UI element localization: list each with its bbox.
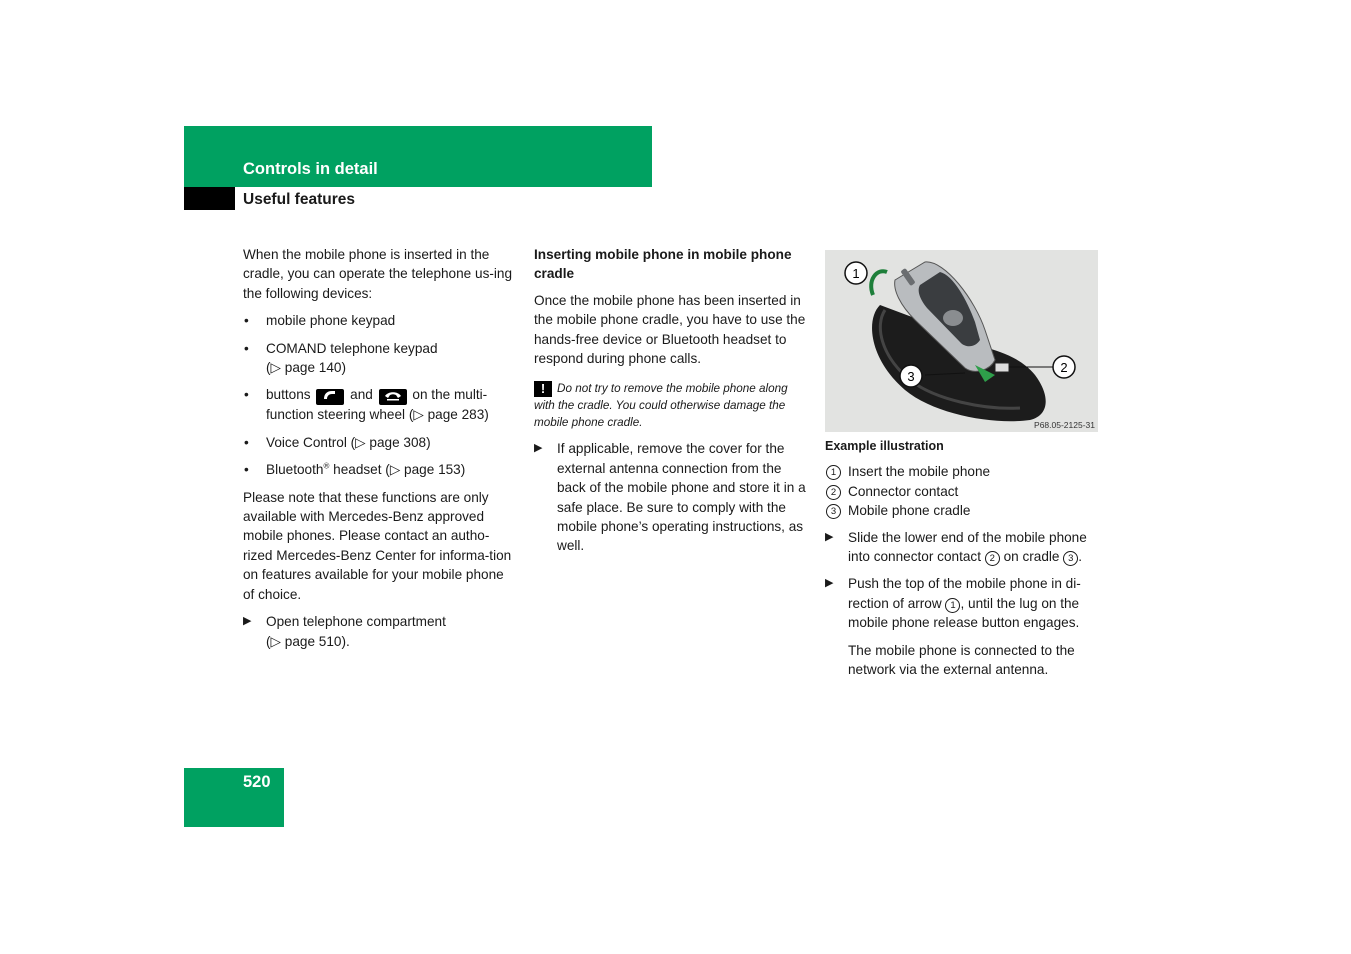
legend-text: Insert the mobile phone <box>848 464 991 480</box>
legend-item <box>825 501 1100 520</box>
triangle-right-icon: ▶ <box>825 577 834 590</box>
callout-number: 2 <box>826 485 841 500</box>
figure-legend <box>825 462 1100 520</box>
legend-item <box>825 482 1100 501</box>
instruction-step <box>825 574 1100 632</box>
callout-number: 3 <box>826 504 841 519</box>
callout-3: 3 <box>907 369 915 384</box>
subsection-heading: Inserting mobile phone in mobile phone cradle <box>534 247 792 282</box>
triangle-right-icon: ▶ <box>825 530 834 543</box>
instruction-step <box>825 528 1100 567</box>
column-middle <box>534 245 806 564</box>
legend-text: Connector contact <box>848 483 959 499</box>
phone-pickup-icon <box>316 389 344 405</box>
section-title: Controls in detail <box>243 160 378 178</box>
list-item <box>243 311 513 330</box>
callout-number: 1 <box>945 598 960 613</box>
callout-number: 3 <box>1063 551 1078 566</box>
list-item-text: Voice Control (▷ page 308) <box>266 434 431 450</box>
note-paragraph: Please note that these functions are only available with Mercedes-Benz approved mobile phones. Please contact an autho-rized Mercedes-Benz Center for informa-tion on features available for your mobile phone of choice. <box>243 489 512 602</box>
list-item-text: COMAND telephone keypad <box>266 340 438 356</box>
result-text: The mobile phone is connected to the network via the external antenna. <box>848 642 1075 678</box>
body-paragraph: Once the mobile phone has been inserted in the mobile phone cradle, you have to use the hands-free device or Bluetooth headset to respond during phone calls. <box>534 292 806 367</box>
triangle-right-icon: ▶ <box>243 615 252 628</box>
list-item-text: and <box>350 387 373 403</box>
page-number: 520 <box>243 773 271 791</box>
legend-text: Mobile phone cradle <box>848 503 971 519</box>
callout-number: 2 <box>985 551 1000 566</box>
triangle-right-icon: ▶ <box>534 442 543 455</box>
list-item-text: buttons <box>266 387 311 403</box>
column-left <box>243 245 513 659</box>
figure-caption: Example illustration <box>825 439 944 453</box>
callout-number: 1 <box>826 465 841 480</box>
figure-code: P68.05-2125-31 <box>1034 420 1095 430</box>
phone-hangup-icon <box>379 389 407 405</box>
step-text: Push the top of the mobile phone in di-rection of arrow <box>848 576 1081 611</box>
section-tab-marker <box>184 187 235 210</box>
step-text: Slide the lower end of the mobile phone into connector contact <box>848 529 1087 565</box>
instruction-step <box>243 612 513 651</box>
list-item-text: on the multi-function steering wheel (▷ page 283) <box>266 387 489 423</box>
page-reference: (▷ page 510). <box>266 633 350 649</box>
page-reference: (▷ page 140) <box>266 360 346 376</box>
step-text: If applicable, remove the cover for the external antenna connection from the back of the mobile phone and store it in a safe place. Be sure to comply with the mobile phone’s operating instructions, as well. <box>557 441 806 554</box>
registered-mark: ® <box>323 461 330 471</box>
list-item <box>243 433 513 452</box>
list-item-text: headset (▷ page 153) <box>329 462 466 478</box>
list-item-text: mobile phone keypad <box>266 313 396 329</box>
exclamation-icon: ! <box>534 381 552 397</box>
step-text: . <box>1078 549 1083 565</box>
intro-paragraph: When the mobile phone is inserted in the cradle, you can operate the telephone us-ing the following devices: <box>243 247 513 301</box>
list-item <box>243 385 513 424</box>
list-item <box>243 339 513 378</box>
warning-note <box>534 380 806 431</box>
list-item <box>243 460 513 479</box>
instruction-step <box>534 439 806 555</box>
callout-1: 1 <box>852 266 860 281</box>
legend-item <box>825 462 1100 481</box>
step-text: Open telephone compartment <box>266 614 446 630</box>
column-right <box>825 245 1100 687</box>
phone-cradle-illustration <box>825 250 1098 432</box>
warning-text: Do not try to remove the mobile phone along with the cradle. You could otherwise damage the mobile phone cradle. <box>534 382 788 430</box>
step-text: on cradle <box>1003 549 1060 565</box>
device-list <box>243 311 513 479</box>
phone-cradle-drawing <box>825 250 1098 432</box>
subsection-title: Useful features <box>243 191 355 208</box>
list-item-text: Bluetooth <box>266 462 324 478</box>
step-text: , until the lug on the mobile phone release button engages. <box>848 595 1080 631</box>
callout-2: 2 <box>1060 360 1068 375</box>
